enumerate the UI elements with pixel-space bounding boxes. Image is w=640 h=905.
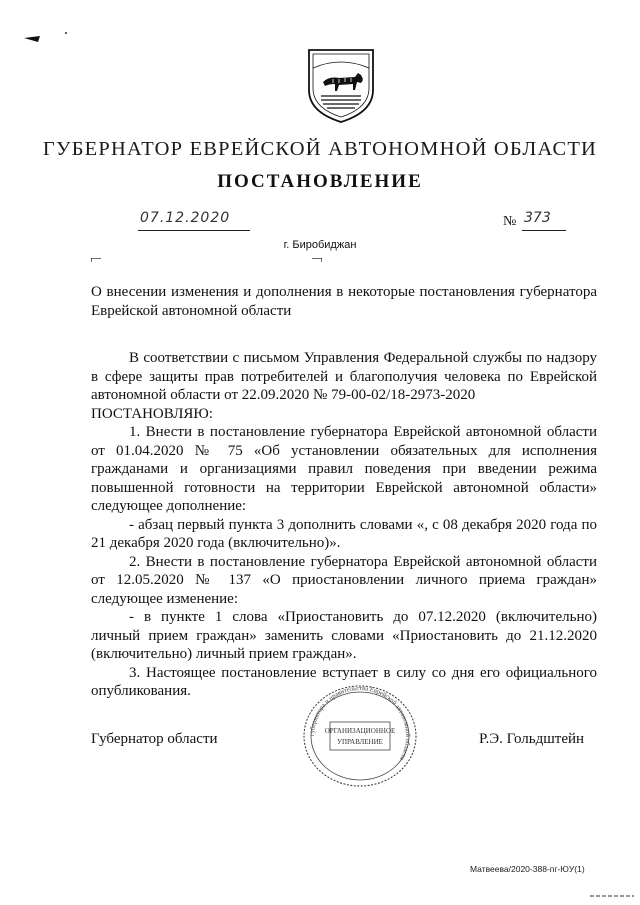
clause-2: 2. Внести в постановление губернатора Еврейской автономной области от 12.05.2020 № 137 «О приостановлении личного приема граждан» следующее изменение:	[91, 553, 597, 607]
footer-reference: Матвеева/2020-388-пг-ЮУ(1)	[470, 864, 585, 874]
svg-text:УПРАВЛЕНИЕ: УПРАВЛЕНИЕ	[337, 738, 383, 746]
clause-3: 3. Настоящее постановление вступает в силу со дня его официального опубликования.	[91, 664, 597, 699]
svg-text:ОРГАНИЗАЦИОННОЕ: ОРГАНИЗАЦИОННОЕ	[324, 727, 396, 735]
clause-2-item: - в пункте 1 слова «Приостановить до 07.12.2020 (включительно) личный прием граждан» заменить словами «Приостановить до 21.12.2020 (включительно) личный прием граждан».	[91, 609, 597, 662]
corner-mark-right	[312, 258, 322, 262]
document-subject: О внесении изменения и дополнения в некоторые постановления губернатора Еврейской автономной области	[91, 284, 597, 319]
document-body	[91, 349, 597, 701]
official-stamp	[296, 682, 424, 790]
number-label: №	[503, 214, 517, 229]
svg-text:губернатора и правительства Ев: губернатора и правительства Еврейской автономной области	[308, 684, 412, 762]
document-date: 07.12.2020	[138, 210, 250, 231]
clause-1: 1. Внести в постановление губернатора Еврейской автономной области от 01.04.2020 № 75 «Об установлении обязательных для исполнения гражданами и организациями правил поведения при введении режима повышенной готовности на территории Еврейской автономной области» следующее дополнение:	[91, 424, 597, 514]
signatory-name: Р.Э. Гольдштейн	[479, 731, 585, 747]
document-number: 373	[522, 210, 566, 231]
scan-mark-icon	[22, 30, 72, 46]
scan-dash-mark	[590, 894, 634, 898]
preamble: В соответствии с письмом Управления Федеральной службы по надзору в сфере защиты прав потребителей и благополучия человека по Еврейской автономной области от 22.09.2020 № 79-00-02/18-2973-2020	[91, 350, 597, 403]
city: г. Биробиджан	[283, 239, 357, 251]
clause-1-item: - абзац первый пункта 3 дополнить словами «, с 08 декабря 2020 года по 21 декабря 2020 года (включительно)».	[91, 516, 597, 551]
signatory-position: Губернатор области	[91, 731, 218, 747]
document-type: ПОСТАНОВЛЕНИЕ	[217, 171, 423, 192]
issuing-authority: ГУБЕРНАТОР ЕВРЕЙСКОЙ АВТОНОМНОЙ ОБЛАСТИ	[42, 138, 598, 160]
corner-mark-left	[91, 258, 101, 262]
coat-of-arms-emblem	[303, 46, 379, 124]
decree-word: ПОСТАНОВЛЯЮ:	[91, 405, 213, 422]
